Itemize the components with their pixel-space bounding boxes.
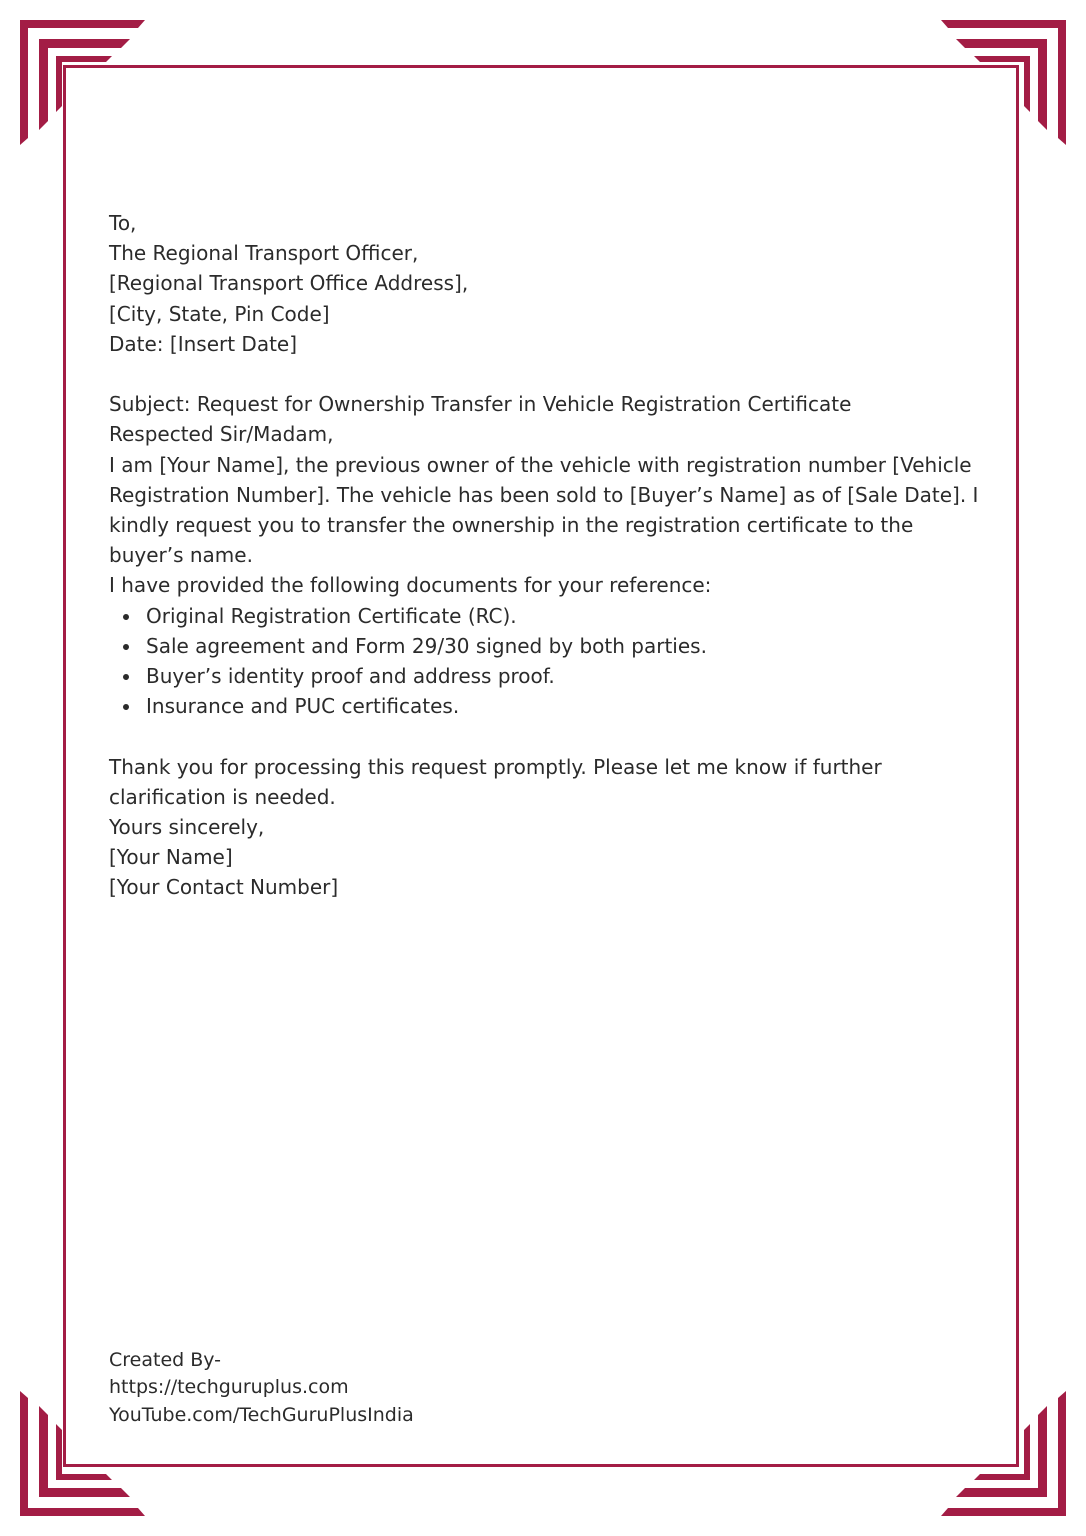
body-paragraph: I am [Your Name], the previous owner of the vehicle with registration number [Vehicle Registration Number]. The vehicle has been sold to [Buyer’s Name] as of [Sale Date]. I kindly request you to transfer the ownership in the registration certificate to the buyer’s name. [109, 452, 979, 568]
address-office: [Regional Transport Office Address], [109, 271, 469, 296]
footer-website: https://techguruplus.com [109, 1376, 349, 1399]
documents-list [109, 601, 979, 722]
list-item: Sale agreement and Form 29/30 signed by both parties. [146, 631, 979, 661]
letter-subject: Subject: Request for Ownership Transfer in Vehicle Registration Certificate [109, 392, 852, 417]
address-city: [City, State, Pin Code] [109, 301, 330, 326]
letter-body [109, 208, 979, 903]
recipient-address [109, 208, 979, 359]
signoff-contact: [Your Contact Number] [109, 875, 339, 900]
list-item: Original Registration Certificate (RC). [146, 601, 979, 631]
salutation: Respected Sir/Madam, [109, 422, 334, 447]
signoff-name: [Your Name] [109, 845, 233, 870]
corner-ornament-top-left [20, 20, 145, 145]
closing-paragraph: Thank you for processing this request promptly. Please let me know if further clarification is needed. [109, 754, 882, 809]
footer-created-by: Created By- [109, 1349, 222, 1371]
footer-credits [109, 1347, 414, 1429]
address-to: To, [109, 211, 137, 235]
corner-ornament-bottom-right [941, 1391, 1066, 1516]
list-item: Insurance and PUC certificates. [146, 691, 979, 721]
address-officer: The Regional Transport Officer, [109, 241, 419, 266]
signoff [109, 812, 979, 903]
letter-date: Date: [Insert Date] [109, 331, 298, 356]
corner-ornament-top-right [941, 20, 1066, 145]
documents-intro: I have provided the following documents for your reference: [109, 573, 712, 598]
footer-youtube: YouTube.com/TechGuruPlusIndia [109, 1403, 414, 1426]
list-item: Buyer’s identity proof and address proof. [146, 661, 979, 691]
signoff-closing: Yours sincerely, [109, 815, 265, 840]
